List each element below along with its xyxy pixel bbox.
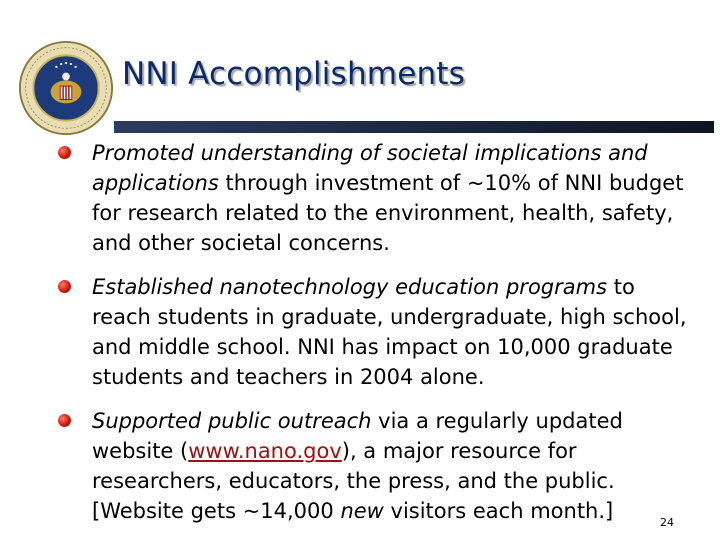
bullet-item-outreach: [56, 406, 696, 526]
bullet-text: to reach students in graduate, undergraduate, high school, and middle school. NNI has impact on 10,000 graduate students and teachers in 2004 alone.: [92, 275, 687, 389]
title-divider: [114, 121, 714, 133]
bullet-lead: Supported public outreach: [92, 409, 372, 433]
nano-gov-link[interactable]: www.nano.gov: [188, 439, 342, 463]
slide-title: NNI Accomplishments: [122, 56, 466, 92]
bullet-dot-icon: [58, 146, 71, 159]
bullet-item-societal: [56, 138, 696, 258]
bullet-list: [56, 138, 696, 540]
bullet-emphasis: new: [340, 499, 384, 523]
bullet-lead: Promoted understanding of societal implications and applications: [92, 141, 648, 195]
bullet-text: ), a major resource for researchers, educators, the press, and the public. [Website gets ~14,000: [92, 439, 615, 523]
bullet-dot-icon: [58, 414, 71, 427]
bullet-dot-icon: [58, 280, 71, 293]
presidential-seal-icon: [18, 40, 114, 136]
page-number: 24: [660, 516, 674, 529]
bullet-text: via a regularly updated website (: [92, 409, 623, 463]
bullet-text: visitors each month.]: [383, 499, 614, 523]
bullet-text: through investment of ~10% of NNI budget for research related to the environment, health, safety, and other societal concerns.: [92, 171, 684, 255]
bullet-lead: Established nanotechnology education programs: [92, 275, 608, 299]
bullet-item-education: [56, 272, 696, 392]
